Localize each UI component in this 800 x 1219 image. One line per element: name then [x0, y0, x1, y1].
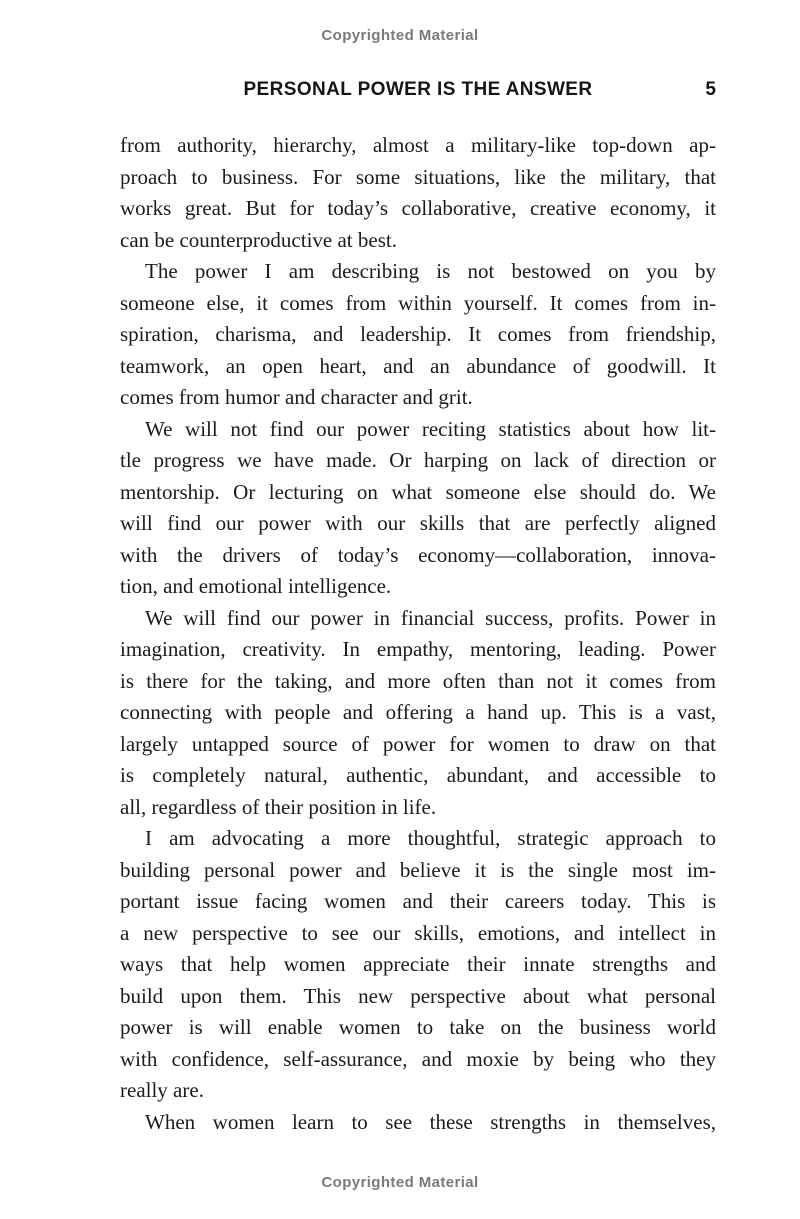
paragraph [120, 256, 716, 414]
text-line: from authority, hierarchy, almost a military-like top-down ap- [120, 133, 716, 157]
text-line: largely untapped source of power for women to draw on that [120, 731, 716, 756]
body-text [120, 130, 716, 1138]
text-line: mentorship. Or lecturing on what someone else should do. We [120, 479, 716, 504]
text-line: When women learn to see these strengths in themselves, [145, 1109, 716, 1134]
text-line: can be counterproductive at best. [120, 227, 397, 252]
text-line: ways that help women appreciate their innate strengths and [120, 952, 716, 976]
paragraph [120, 414, 716, 603]
text-line: proach to business. For some situations, like the military, that [120, 164, 716, 189]
bottom-copyright-notice: Copyrighted Material [321, 1174, 479, 1191]
text-line: is completely natural, authentic, abundant, and accessible to [120, 763, 716, 787]
text-line: with confidence, self-assurance, and moxie by being who they [120, 1046, 716, 1071]
text-line: The power I am describing is not bestowed on you by [145, 259, 716, 283]
text-line: is there for the taking, and more often than not it comes from [120, 668, 716, 693]
text-line: comes from humor and character and grit. [120, 385, 473, 409]
text-line: tion, and emotional intelligence. [120, 574, 392, 598]
text-line: tle progress we have made. Or harping on lack of direction or [120, 448, 716, 472]
text-line: We will not find our power reciting statistics about how lit- [145, 416, 716, 441]
text-line: connecting with people and offering a hand up. This is a vast, [120, 700, 716, 724]
text-line: build upon them. This new perspective about what personal [120, 983, 716, 1008]
text-line: We will find our power in financial success, profits. Power in [145, 605, 716, 630]
paragraph [120, 823, 716, 1107]
text-line: I am advocating a more thoughtful, strategic approach to [145, 826, 716, 850]
text-line: all, regardless of their position in life. [120, 794, 437, 819]
text-line: power is will enable women to take on the business world [120, 1015, 716, 1039]
text-line: will find our power with our skills that are perfectly aligned [120, 511, 716, 535]
chapter-title: PERSONAL POWER IS THE ANSWER [243, 79, 593, 100]
text-line: portant issue facing women and their careers today. This is [120, 889, 716, 913]
paragraph [120, 1107, 716, 1139]
text-line: really are. [120, 1078, 204, 1102]
text-line: teamwork, an open heart, and an abundance of goodwill. It [120, 353, 716, 378]
text-line: with the drivers of today’s economy—collaboration, innova- [120, 542, 716, 567]
paragraph [120, 130, 716, 256]
text-line: imagination, creativity. In empathy, mentoring, leading. Power [120, 637, 716, 661]
top-copyright-notice: Copyrighted Material [321, 27, 479, 44]
page-number: 5 [705, 79, 716, 100]
paragraph [120, 603, 716, 824]
text-line: spiration, charisma, and leadership. It comes from friendship, [120, 322, 716, 346]
running-header [120, 78, 716, 102]
text-line: works great. But for today’s collaborative, creative economy, it [120, 196, 716, 220]
text-line: a new perspective to see our skills, emotions, and intellect in [120, 920, 716, 945]
text-line: someone else, it comes from within yourself. It comes from in- [120, 290, 716, 315]
text-line: building personal power and believe it is the single most im- [120, 857, 716, 882]
